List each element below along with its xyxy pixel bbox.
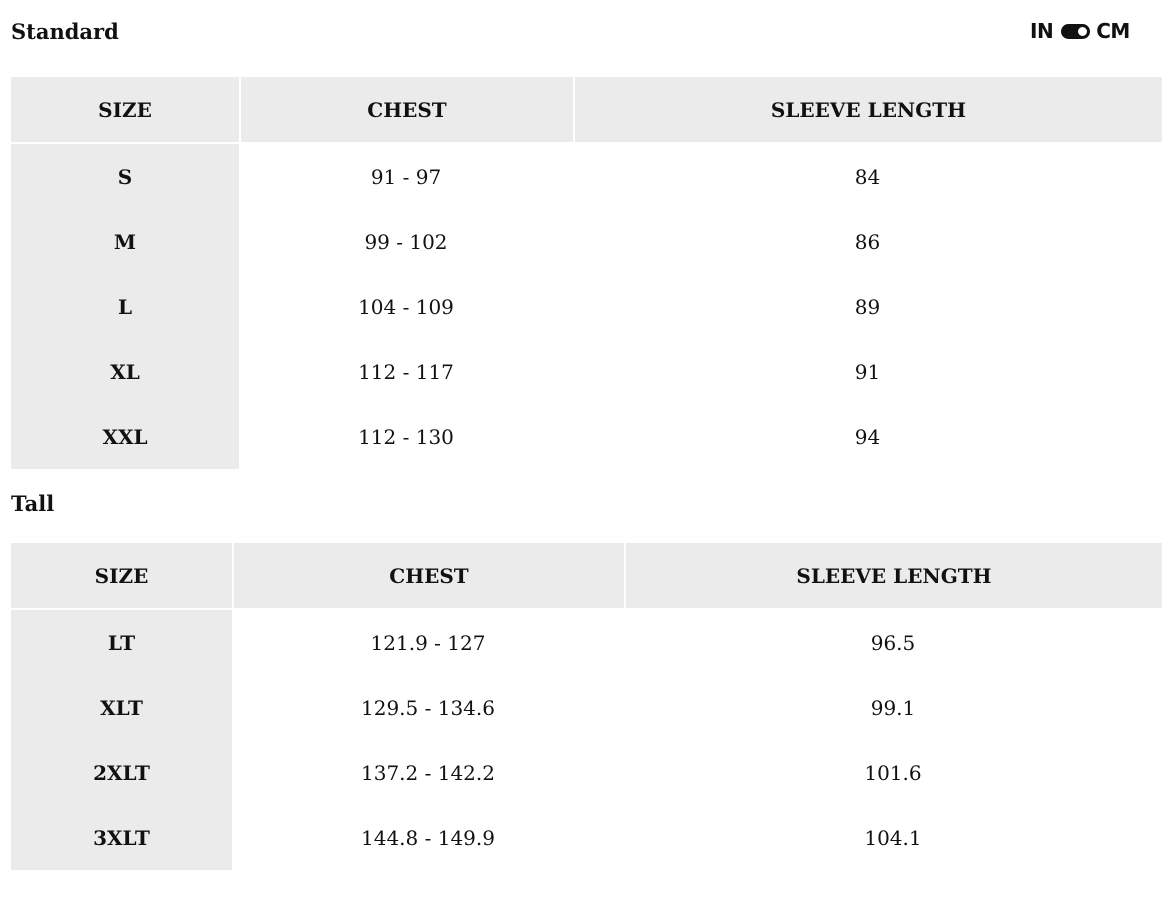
sleeve-cell: 89 [854, 294, 881, 319]
size-cell: S [11, 144, 239, 209]
unit-switch[interactable] [1061, 24, 1090, 39]
chest-cell: 112 - 117 [358, 359, 454, 384]
chest-cell: 121.9 - 127 [370, 630, 486, 655]
chest-cell: 112 - 130 [358, 424, 454, 449]
size-cell: 2XLT [11, 740, 232, 805]
size-cell: XLT [11, 675, 232, 740]
section-title-tall: Tall [11, 491, 55, 516]
chest-cell: 129.5 - 134.6 [361, 695, 495, 720]
sleeve-cell: 104.1 [864, 825, 922, 850]
table-row [11, 404, 1162, 469]
chest-cell: 104 - 109 [358, 294, 454, 319]
table-row [11, 675, 1162, 740]
header-chest: CHEST [232, 543, 624, 610]
sleeve-cell: 101.6 [864, 760, 922, 785]
tall-size-table [11, 543, 1162, 870]
unit-label-in[interactable]: IN [1030, 19, 1054, 43]
table-row [11, 209, 1162, 274]
size-cell: LT [11, 610, 232, 675]
size-cell: XL [11, 339, 239, 404]
sleeve-cell: 94 [854, 424, 881, 449]
table-row [11, 274, 1162, 339]
header-chest: CHEST [239, 77, 573, 144]
chest-cell: 91 - 97 [370, 164, 442, 189]
sleeve-cell: 91 [854, 359, 881, 384]
header-sleeve-length: SLEEVE LENGTH [573, 77, 1162, 144]
table-header-row [11, 543, 1162, 610]
header-size: SIZE [11, 77, 239, 144]
table-row [11, 144, 1162, 209]
header-size: SIZE [11, 543, 232, 610]
table-row [11, 740, 1162, 805]
table-row [11, 339, 1162, 404]
size-cell: L [11, 274, 239, 339]
size-cell: 3XLT [11, 805, 232, 870]
unit-toggle[interactable] [1030, 20, 1130, 42]
standard-size-table [11, 77, 1162, 469]
size-cell: M [11, 209, 239, 274]
section-title-standard: Standard [11, 19, 119, 44]
table-row [11, 610, 1162, 675]
sleeve-cell: 86 [854, 229, 881, 254]
header-sleeve-length: SLEEVE LENGTH [624, 543, 1162, 610]
switch-knob [1078, 27, 1087, 36]
size-cell: XXL [11, 404, 239, 469]
sleeve-cell: 99.1 [870, 695, 916, 720]
table-header-row [11, 77, 1162, 144]
sleeve-cell: 84 [854, 164, 881, 189]
table-row [11, 805, 1162, 870]
sleeve-cell: 96.5 [870, 630, 916, 655]
chest-cell: 144.8 - 149.9 [361, 825, 495, 850]
chest-cell: 99 - 102 [364, 229, 448, 254]
chest-cell: 137.2 - 142.2 [361, 760, 495, 785]
unit-label-cm[interactable]: CM [1096, 19, 1130, 43]
